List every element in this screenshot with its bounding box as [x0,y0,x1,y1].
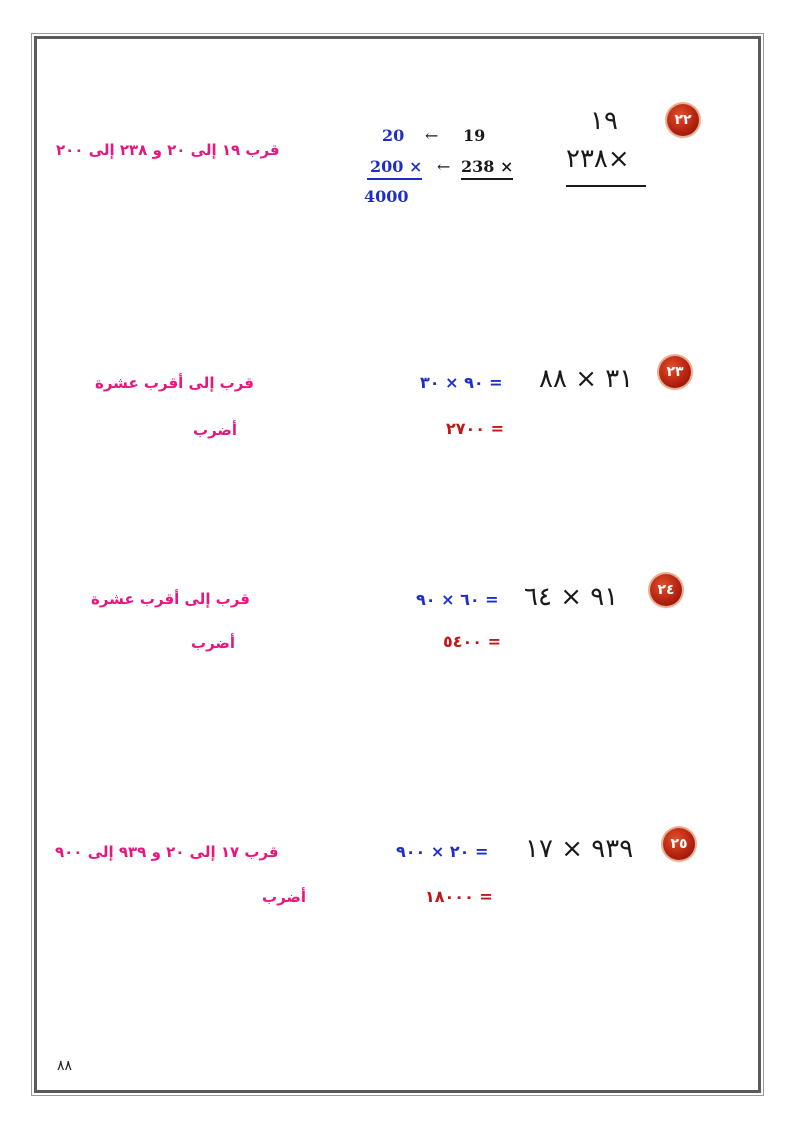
estimate-bottom-left: 200 × [370,157,423,176]
product-result: = ١٨٠٠٠ [425,887,493,906]
product-result: = ٥٤٠٠ [443,632,502,651]
rounded-expression: = ٦٠ × ٩٠ [416,590,499,609]
estimate-bottom-right: 238 × [461,157,514,176]
rounding-note: قرب إلى أقرب عشرة [91,590,250,608]
estimate-result: 4000 [364,187,409,206]
estimate-top-right: 19 [463,126,486,145]
rounded-expression: = ٩٠ × ٣٠ [420,373,503,392]
vertical-bottom-number: ٢٣٨× [566,144,630,174]
problem-expression: ٩٣٩ × ١٧ [525,834,634,864]
rounding-note: قرب إلى أقرب عشرة [95,374,254,392]
problem-number-badge: ٢٥ [663,828,695,860]
problem-number-badge: ٢٣ [659,356,691,388]
estimate-arrow-bottom: ← [437,157,451,176]
estimate-arrow-top: ← [425,126,439,145]
estimate-underline-right [461,178,513,180]
multiply-note: أضرب [262,888,307,906]
vertical-underline [566,185,646,187]
problem-expression: ٩١ × ٦٤ [524,582,619,612]
problem-expression: ٣١ × ٨٨ [539,364,634,394]
multiply-note: أضرب [191,634,236,652]
product-result: = ٢٧٠٠ [446,419,505,438]
multiply-note: أضرب [193,421,238,439]
problem-number-badge: ٢٤ [650,574,682,606]
problem-number-badge: ٢٢ [667,104,699,136]
rounding-note: قرب ١٩ إلى ٢٠ و ٢٣٨ إلى ٢٠٠ [56,141,280,159]
estimate-top-left: 20 [382,126,405,145]
vertical-top-number: ١٩ [590,106,618,136]
rounding-note: قرب ١٧ إلى ٢٠ و ٩٣٩ إلى ٩٠٠ [55,843,279,861]
rounded-expression: = ٢٠ × ٩٠٠ [396,842,489,861]
page-number: ٨٨ [57,1058,73,1074]
estimate-underline-left [367,178,422,180]
